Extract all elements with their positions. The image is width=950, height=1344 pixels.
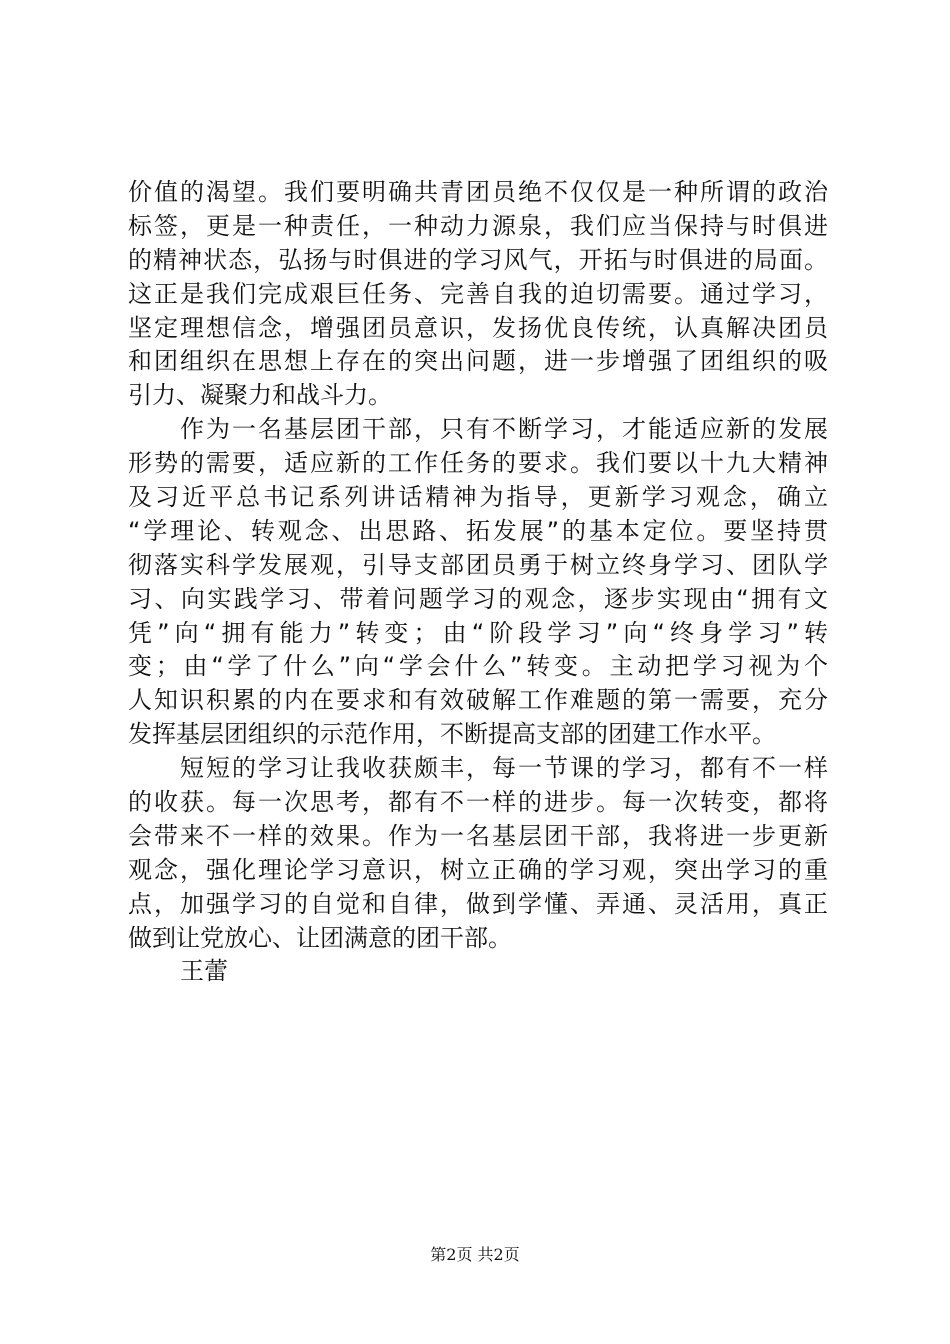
text-line: 发挥基层团组织的示范作用，不断提高支部的团建工作水平。 xyxy=(128,720,776,749)
document-body xyxy=(128,176,828,989)
text-line: 作为一名基层团干部，只有不断学习，才能适应新的发展 xyxy=(180,415,828,444)
text-line: 形势的需要，适应新的工作任务的要求。我们要以十九大精神 xyxy=(128,449,828,478)
text-line: 引力、凝聚力和战斗力。 xyxy=(128,381,392,410)
paragraph-1 xyxy=(128,176,828,413)
text-line: 的收获。每一次思考，都有不一样的进步。每一次转变，都将 xyxy=(128,788,828,817)
text-line: 坚定理想信念，增强团员意识，发扬优良传统，认真解决团员 xyxy=(128,313,828,342)
page-number-footer: 第2页 共2页 xyxy=(430,1245,520,1264)
text-line: 的精神状态，弘扬与时俱进的学习风气，开拓与时俱进的局面。 xyxy=(128,245,828,274)
text-line: 和团组织在思想上存在的突出问题，进一步增强了团组织的吸 xyxy=(128,347,828,376)
text-line: 习、向实践学习、带着问题学习的观念，逐步实现由“拥有文 xyxy=(128,584,828,613)
text-line: 会带来不一样的效果。作为一名基层团干部，我将进一步更新 xyxy=(128,821,828,850)
text-line: 这正是我们完成艰巨任务、完善自我的迫切需要。通过学习， xyxy=(128,279,828,308)
text-line: 变；由“学了什么”向“学会什么”转变。主动把学习视为个 xyxy=(128,652,828,681)
text-line: 凭”向“拥有能力”转变；由“阶段学习”向“终身学习”转 xyxy=(128,618,828,647)
text-line: 做到让党放心、让团满意的团干部。 xyxy=(128,923,512,952)
paragraph-3 xyxy=(128,752,828,955)
text-line: 观念，强化理论学习意识，树立正确的学习观，突出学习的重 xyxy=(128,855,828,884)
text-line: 价值的渴望。我们要明确共青团员绝不仅仅是一种所谓的政治 xyxy=(128,178,828,206)
author-signature: 王蕾 xyxy=(180,957,228,986)
text-line: 点，加强学习的自觉和自律，做到学懂、弄通、灵活用，真正 xyxy=(128,889,828,918)
text-line: 标签，更是一种责任，一种动力源泉，我们应当保持与时俱进 xyxy=(128,211,828,240)
text-line: 彻落实科学发展观，引导支部团员勇于树立终身学习、团队学 xyxy=(128,550,828,579)
text-line: 及习近平总书记系列讲话精神为指导，更新学习观念，确立 xyxy=(128,483,828,512)
text-line: “学理论、转观念、出思路、拓发展”的基本定位。要坚持贯 xyxy=(128,516,828,545)
paragraph-2 xyxy=(128,413,828,752)
text-line: 短短的学习让我收获颇丰，每一节课的学习，都有不一样 xyxy=(180,754,828,783)
text-line: 人知识积累的内在要求和有效破解工作难题的第一需要，充分 xyxy=(128,686,828,715)
